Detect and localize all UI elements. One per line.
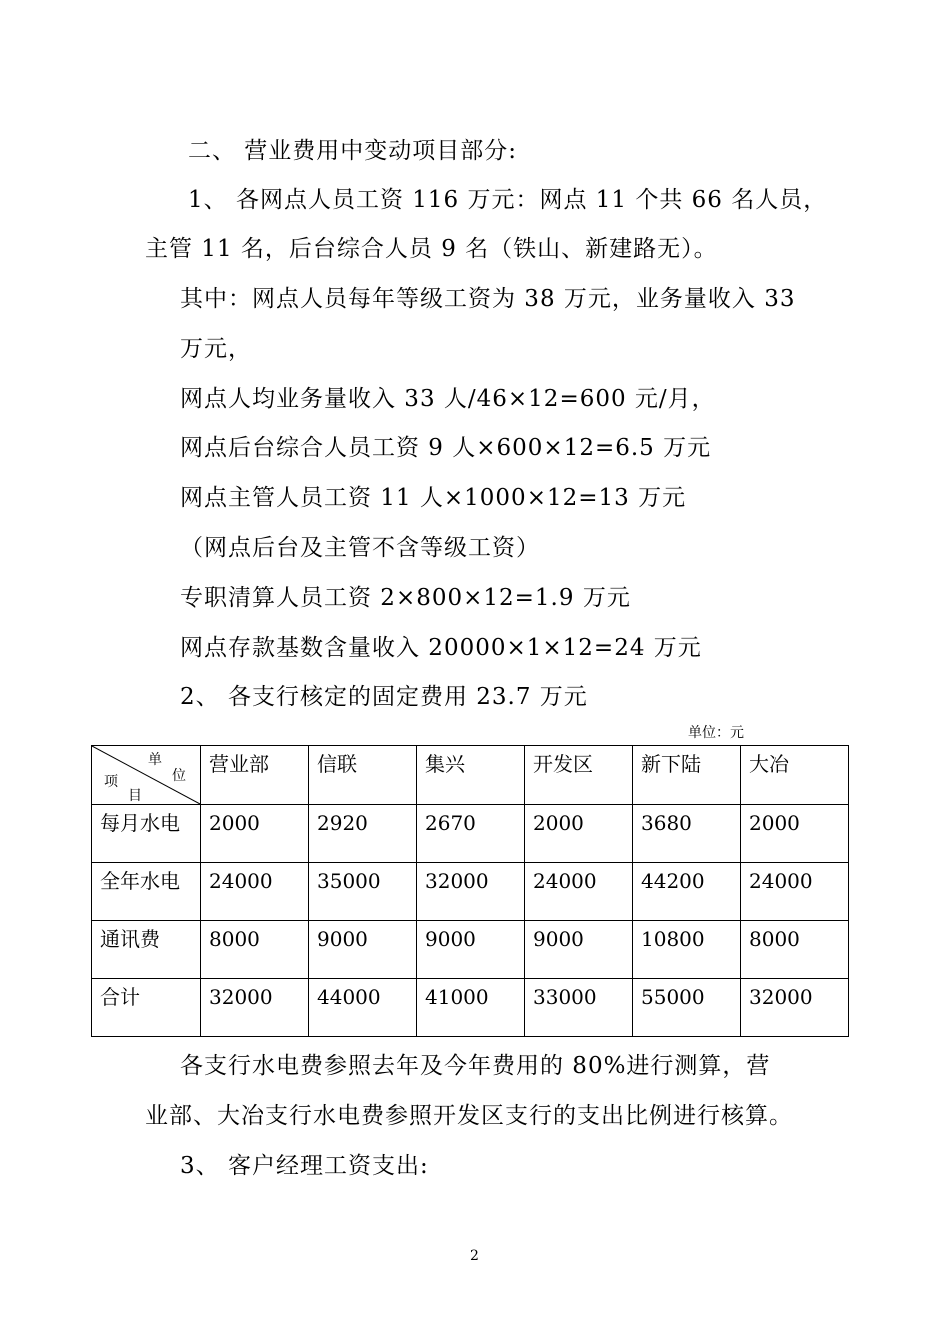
column-header: 信联: [309, 746, 417, 805]
table-cell: 2920: [309, 805, 417, 863]
row-label: 全年水电: [92, 863, 201, 921]
detail-line: 其中：网点人员每年等级工资为 38 万元，业务量收入 33: [180, 286, 796, 312]
table-header-row: [92, 746, 849, 805]
table-cell: 32000: [417, 863, 525, 921]
table-cell: 24000: [741, 863, 849, 921]
diag-label: 目: [128, 788, 142, 804]
table-cell: 2000: [741, 805, 849, 863]
table-cell: 2000: [201, 805, 309, 863]
item1-line2: 主管 11 名，后台综合人员 9 名（铁山、新建路无）。: [145, 236, 718, 262]
table-cell: 2670: [417, 805, 525, 863]
table-row: [92, 979, 849, 1037]
table-cell: 55000: [633, 979, 741, 1037]
table-cell: 8000: [741, 921, 849, 979]
diag-label: 项: [104, 774, 118, 790]
item2-line: 2、 各支行核定的固定费用 23.7 万元: [180, 684, 588, 710]
table-cell: 32000: [741, 979, 849, 1037]
table-row: [92, 863, 849, 921]
detail-line: 专职清算人员工资 2×800×12=1.9 万元: [180, 585, 631, 611]
after-para-line1: 各支行水电费参照去年及今年费用的 80%进行测算，营: [180, 1053, 771, 1079]
item1-line1: 1、 各网点人员工资 116 万元：网点 11 个共 66 名人员，: [188, 187, 828, 213]
table-cell: 3680: [633, 805, 741, 863]
table-cell: 10800: [633, 921, 741, 979]
column-header: 营业部: [201, 746, 309, 805]
fee-table: [91, 745, 849, 1037]
table-row: [92, 805, 849, 863]
detail-line: 网点主管人员工资 11 人×1000×12=13 万元: [180, 485, 687, 511]
column-header: 新下陆: [633, 746, 741, 805]
detail-line: 网点人均业务量收入 33 人/46×12=600 元/月，: [180, 386, 716, 412]
column-header: 开发区: [525, 746, 633, 805]
table-cell: 9000: [525, 921, 633, 979]
table-cell: 8000: [201, 921, 309, 979]
diagonal-header-cell: [92, 746, 201, 805]
column-header: 集兴: [417, 746, 525, 805]
diag-label: 位: [172, 768, 186, 784]
table-cell: 44000: [309, 979, 417, 1037]
column-header: 大冶: [741, 746, 849, 805]
table-row: [92, 921, 849, 979]
item3-line: 3、 客户经理工资支出:: [180, 1153, 429, 1179]
section-heading: 二、 营业费用中变动项目部分:: [188, 138, 518, 164]
table-cell: 33000: [525, 979, 633, 1037]
row-label: 每月水电: [92, 805, 201, 863]
table-cell: 41000: [417, 979, 525, 1037]
table-cell: 24000: [201, 863, 309, 921]
diag-label: 单: [148, 752, 162, 768]
table-cell: 9000: [309, 921, 417, 979]
unit-note: 单位：元: [688, 725, 744, 741]
table-cell: 35000: [309, 863, 417, 921]
table-cell: 32000: [201, 979, 309, 1037]
table-cell: 9000: [417, 921, 525, 979]
after-para-line2: 业部、大冶支行水电费参照开发区支行的支出比例进行核算。: [145, 1103, 793, 1129]
detail-line: 网点后台综合人员工资 9 人×600×12=6.5 万元: [180, 435, 712, 461]
page-number: 2: [470, 1248, 479, 1264]
detail-line: （网点后台及主管不含等级工资）: [180, 535, 540, 561]
table-cell: 44200: [633, 863, 741, 921]
row-label: 通讯费: [92, 921, 201, 979]
table-cell: 24000: [525, 863, 633, 921]
detail-line: 万元，: [180, 336, 252, 362]
table-cell: 2000: [525, 805, 633, 863]
detail-line: 网点存款基数含量收入 20000×1×12=24 万元: [180, 635, 702, 661]
row-label: 合计: [92, 979, 201, 1037]
